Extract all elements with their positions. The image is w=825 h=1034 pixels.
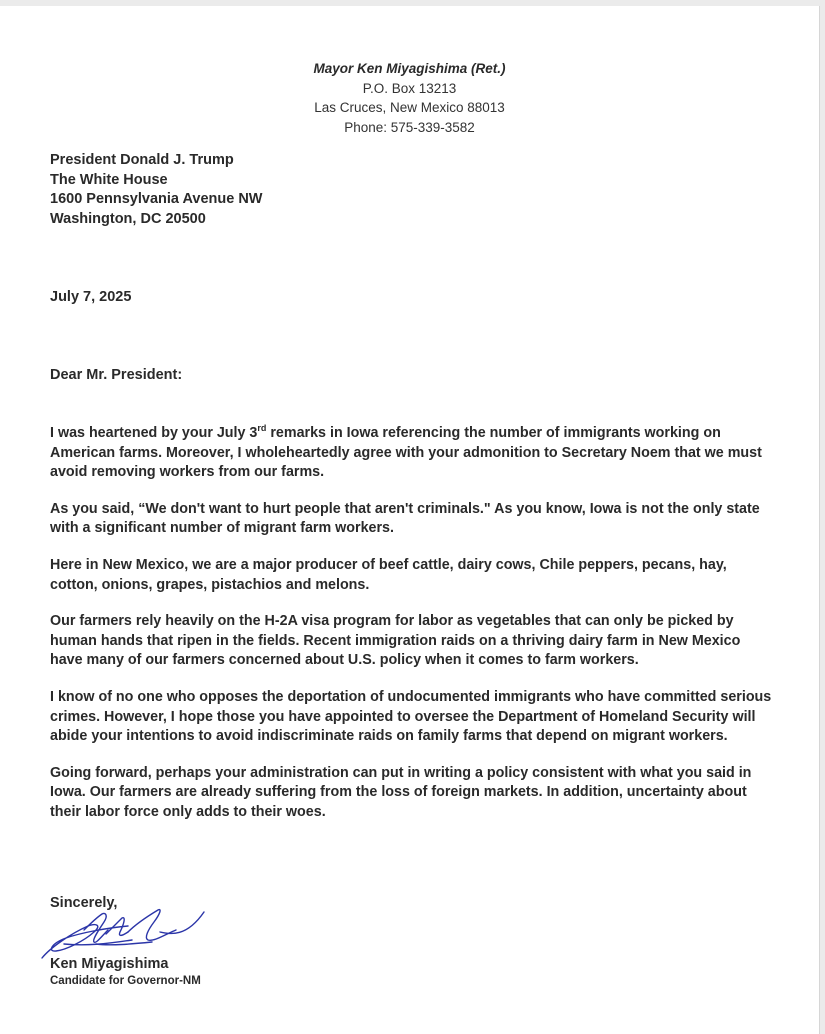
paragraph-text: remarks in Iowa referencing the number of immigrants working on American farms. Moreover, I wholeheartedly agree with your admonition to Secretary Noem that we must avoid removing workers from our farms. <box>50 425 762 481</box>
ordinal-suffix: rd <box>257 423 267 433</box>
signer-title: Candidate for Governor-NM <box>50 975 201 987</box>
letter-body <box>50 424 775 840</box>
handwritten-signature-icon <box>36 904 216 964</box>
letter-date: July 7, 2025 <box>50 289 132 305</box>
addressee-line: President Donald J. Trump <box>50 152 234 168</box>
letter-page <box>0 6 819 1034</box>
addressee-line: The White House <box>50 171 168 188</box>
sender-name: Mayor Ken Miyagishima (Ret.) <box>313 61 506 76</box>
sender-phone: Phone: 575-339-3582 <box>344 119 475 135</box>
closing: Sincerely, <box>50 895 118 911</box>
paragraph-text: I was heartened by your July 3 <box>50 425 258 441</box>
addressee-block <box>50 151 263 229</box>
sender-po-box: P.O. Box 13213 <box>362 80 457 96</box>
signer-name: Ken Miyagishima <box>50 956 169 972</box>
sender-city: Las Cruces, New Mexico 88013 <box>314 100 505 115</box>
addressee-line: Washington, DC 20500 <box>50 210 206 227</box>
addressee-line: 1600 Pennsylvania Avenue NW <box>50 191 263 207</box>
body-paragraph: I know of no one who opposes the deportation of undocumented immigrants who have committed serious crimes. However, I hope those you have appointed to oversee the Department of Homeland Security will abide your intentions to avoid indiscriminate raids on family farms that depend on migrant workers. <box>50 688 772 745</box>
body-paragraph: Our farmers rely heavily on the H-2A visa program for labor as vegetables that can only be picked by human hands that ripen in the fields. Recent immigration raids on a thriving dairy farm in New Mexico have many of our farmers concerned about U.S. policy when it comes to farm workers. <box>50 613 741 669</box>
body-paragraph <box>50 424 775 483</box>
body-paragraph: As you said, “We don't want to hurt people that aren't criminals." As you know, Iowa is not the only state with a significant number of migrant farm workers. <box>50 500 760 537</box>
salutation: Dear Mr. President: <box>50 367 183 383</box>
body-paragraph: Going forward, perhaps your administration can put in writing a policy consistent with what you said in Iowa. Our farmers are already suffering from the loss of foreign markets. In addition, uncertainty about their labor force only adds to their woes. <box>50 764 752 820</box>
body-paragraph: Here in New Mexico, we are a major producer of beef cattle, dairy cows, Chile peppers, pecans, hay, cotton, onions, grapes, pistachios and melons. <box>50 556 727 593</box>
letterhead <box>0 59 819 137</box>
